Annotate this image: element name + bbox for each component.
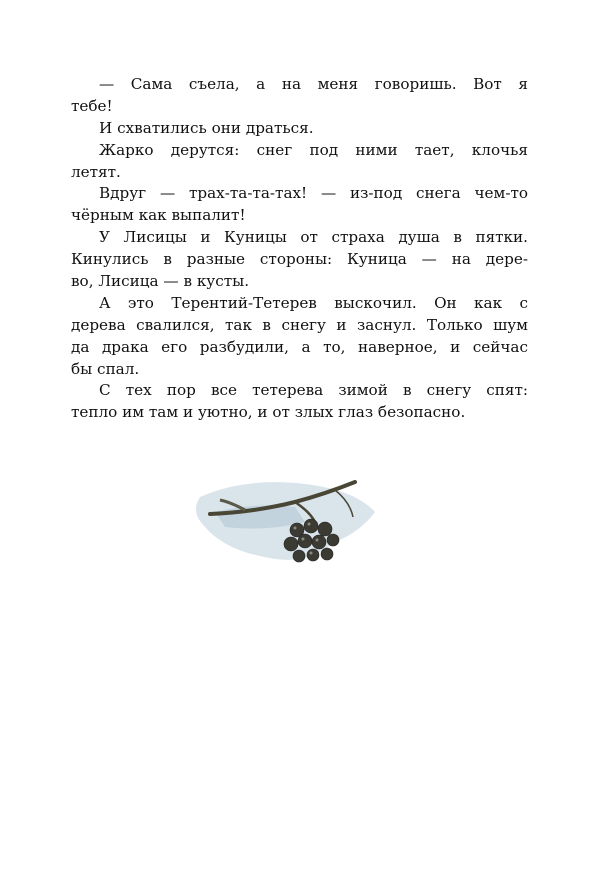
text-line: во, Лисица — в кусты. <box>71 272 250 291</box>
rowan-branch-illustration <box>185 472 385 572</box>
text-line: Вдруг — трах-та-та-тах! — из-под снега чем-то <box>99 184 528 203</box>
text-line: — Сама съела, а на меня говоришь. Вот я <box>99 75 528 93</box>
text-line: С тех пор все тетерева зимой в снегу спят: <box>99 381 528 400</box>
text-line: да драка его разбудили, а то, наверное, и сейчас <box>71 337 528 356</box>
text-line: И схватились они драться. <box>99 118 314 137</box>
text-line: У Лисицы и Куницы от страха душа в пятки. <box>99 228 528 247</box>
text-line: Жарко дерутся: снег под ними тает, клочья <box>99 140 528 159</box>
text-line: тепло им там и уютно, и от злых глаз безопасно. <box>71 403 466 422</box>
text-line: летят. <box>71 162 121 181</box>
book-text <box>71 74 528 424</box>
text-line: тебе! <box>71 96 113 115</box>
text-line: чёрным как выпалит! <box>71 206 246 225</box>
text-line: А это Терентий-Тетерев выскочил. Он как с <box>99 293 528 312</box>
text-line: дерева свалился, так в снегу и заснул. Только шум <box>71 315 528 334</box>
text-line: бы спал. <box>71 359 140 378</box>
text-line: Кинулись в разные стороны: Куница — на дере- <box>71 250 528 269</box>
